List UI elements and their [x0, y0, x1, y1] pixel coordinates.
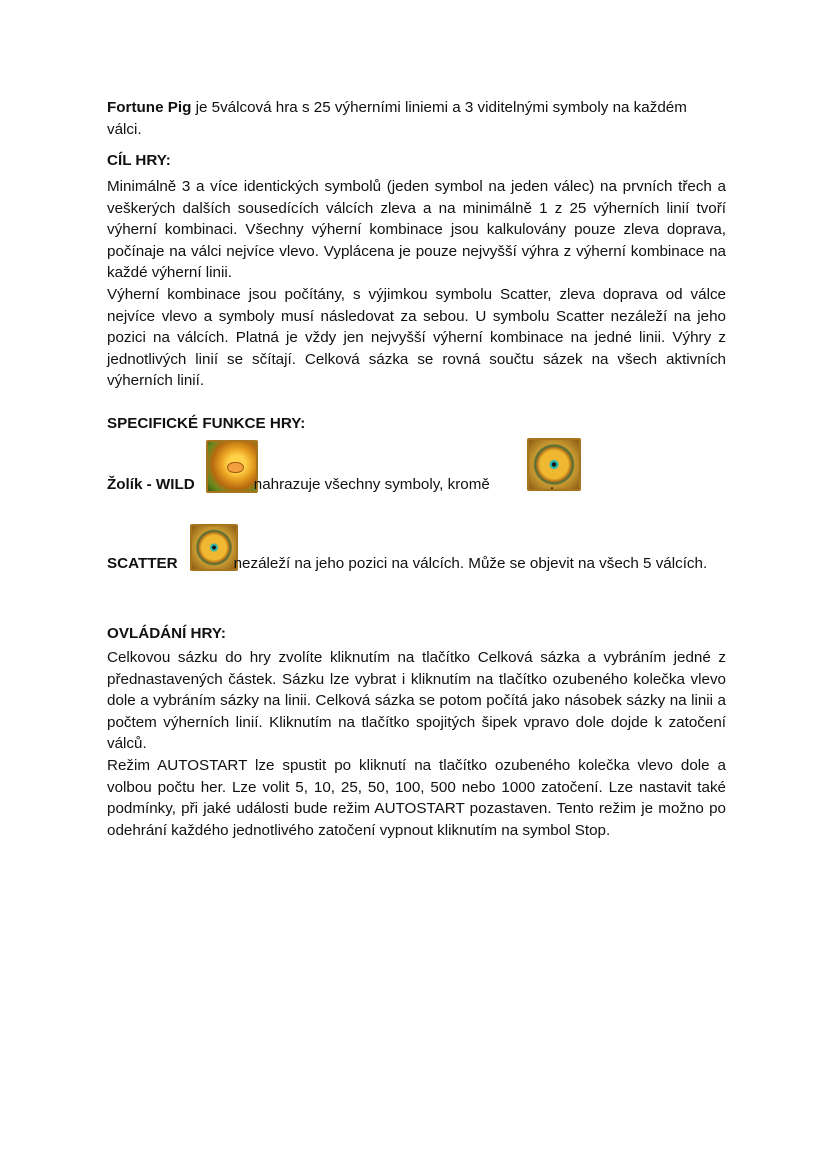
controls-paragraph-1: Celkovou sázku do hry zvolíte kliknutím na tlačítko Celková sázka a vybráním jedné z přednastavených částek. Sázku lze vybrat i kliknutím na tlačítko ozubeného kolečka vlevo dole a vybráním sázky na linii. Celková sázka se potom počítá jako násobek sázky na linii a počtem výherních linií. Kliknutím na tlačítko spojitých šipek vpravo dole dojde k zatočení válců. [107, 649, 726, 753]
game-name: Fortune Pig [107, 99, 192, 116]
wild-label: Žolík - WILD [107, 476, 195, 493]
wild-line [107, 474, 726, 496]
intro-paragraph [107, 97, 707, 140]
scatter-paragraph [107, 553, 726, 575]
features-heading: SPECIFICKÉ FUNKCE HRY: [107, 415, 306, 432]
wild-end: . [549, 476, 555, 493]
controls-heading-block [107, 623, 726, 645]
wild-text: nahrazuje všechny symboly, kromě [253, 476, 490, 493]
controls-paragraph-2: Režim AUTOSTART lze spustit po kliknutí na tlačítko ozubeného kolečka vlevo dole a volbou počtu her. Lze volit 5, 10, 25, 50, 100, 500 nebo 1000 zatočení. Lze nastavit také podmínky, při jaké události bude režim AUTOSTART pozastaven. Tento režim je možno po odehrání každého jednotlivého zatočení vypnout kliknutím na symbol Stop. [107, 756, 726, 839]
scatter-text: nezáleží na jeho pozici na válcích. Může se objevit na všech 5 válcích. [233, 555, 708, 572]
goal-heading: CÍL HRY: [107, 152, 171, 169]
controls-heading: OVLÁDÁNÍ HRY: [107, 625, 226, 642]
goal-paragraph-2: Výherní kombinace jsou počítány, s výjimkou symbolu Scatter, zleva doprava od válce nejvíce vlevo a symboly musí následovat za sebou. U symbolu Scatter nezáleží na jeho pozici na válcích. Platná je vždy jen nejvyšší výherní kombinace na jedné linii. Výhry z jednotlivých linií se sčítají. Celková sázka se rovná součtu sázek na všech aktivních výherních linií. [107, 285, 726, 390]
scatter-label: SCATTER [107, 555, 178, 572]
goal-heading-block [107, 150, 726, 172]
intro-text: je 5válcová hra s 25 výherními liniemi a 3 viditelnými symboly na každém válci. [107, 99, 687, 138]
goal-paragraph-1: Minimálně 3 a více identických symbolů (jeden symbol na jeden válec) na prvních třech a veškerých dalších sousedících válcích zleva a na minimálně 1 z 25 výherních linií tvoří výherní kombinaci. Všechny výherní kombinace jsou kalkulovány pouze zleva doprava, počínaje na válci nejvíce vlevo. Vyplácena je pouze nejvyšší výhra z výherní kombinace na každé výherní linii. [107, 178, 726, 282]
goal-section [107, 176, 726, 392]
features-heading-block [107, 413, 726, 435]
controls-section [107, 647, 726, 841]
